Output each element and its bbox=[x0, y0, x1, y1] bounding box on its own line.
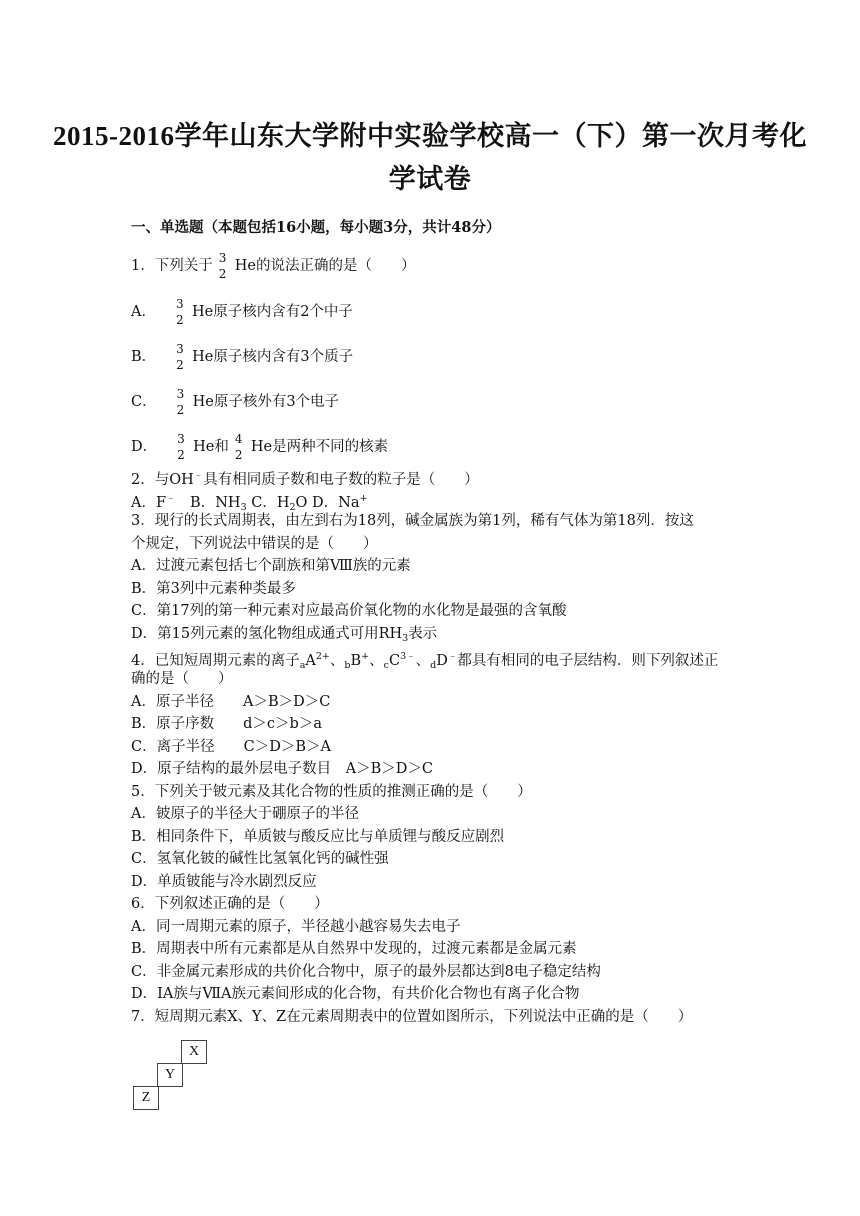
isotope-he4: 4 2 bbox=[234, 432, 243, 462]
question-4-option-c: C．离子半径 C＞D＞B＞A bbox=[131, 739, 331, 755]
question-4-option-b: B．原子序数 d＞c＞b＞a bbox=[131, 716, 322, 732]
exam-title-line1: 2015-2016学年山东大学附中实验学校高一（下）第一次月考化 bbox=[53, 121, 807, 151]
question-1-option-b: B． 3 2 He原子核内含有3个质子 bbox=[131, 342, 354, 372]
isotope-he3: 3 2 bbox=[175, 297, 184, 327]
question-3-stem-line2: 个规定，下列说法中错误的是（ ） bbox=[131, 536, 378, 552]
question-1-option-c: C． 3 2 He原子核外有3个电子 bbox=[131, 387, 340, 417]
question-7-stem: 7．短周期元素X、Y、Z在元素周期表中的位置如图所示，下列说法中正确的是（ ） bbox=[131, 1009, 693, 1025]
question-3-option-d: D．第15列元素的氢化物组成通式可用$RH_3$表示 bbox=[131, 626, 438, 644]
question-6-option-a: A．同一周期元素的原子，半径越小越容易失去电子 bbox=[131, 919, 461, 935]
question-5-option-d: D．单质铍能与冷水剧烈反应 bbox=[131, 874, 317, 890]
isotope-he3: 3 2 bbox=[218, 251, 227, 281]
isotope-he3: 3 2 bbox=[176, 342, 184, 372]
cell-x: X bbox=[181, 1040, 207, 1064]
cell-z: Z bbox=[133, 1086, 159, 1110]
question-2-options: A．F﹣ B．$NH_3$ C．$H_2O$ D．Na+ bbox=[131, 493, 368, 513]
question-1-option-a: A． 3 2 He原子核内含有2个中子 bbox=[131, 297, 353, 327]
question-5-option-c: C．氢氧化铍的碱性比氢氧化钙的碱性强 bbox=[131, 851, 389, 867]
question-5-option-a: A．铍原子的半径大于硼原子的半径 bbox=[131, 806, 359, 822]
question-5-stem: 5．下列关于铍元素及其化合物的性质的推测正确的是（ ） bbox=[131, 784, 532, 800]
question-5-option-b: B．相同条件下，单质铍与酸反应比与单质锂与酸反应剧烈 bbox=[131, 829, 505, 845]
question-4-stem-line2: 确的是（ ） bbox=[131, 671, 233, 687]
exam-title-line2: 学试卷 bbox=[388, 164, 472, 194]
question-6-option-c: C．非金属元素形成的共价化合物中，原子的最外层都达到8电子稳定结构 bbox=[131, 964, 601, 980]
question-2-stem: 2．与OH﹣具有相同质子数和电子数的粒子是（ ） bbox=[131, 470, 479, 488]
question-6-option-d: D．IA族与ⅦA族元素间形成的化合物，有共价化合物也有离子化合物 bbox=[131, 986, 580, 1002]
cell-y: Y bbox=[157, 1063, 183, 1087]
question-3-stem-line1: 3．现行的长式周期表，由左到右为18列，碱金属族为第1列，稀有气体为第18列．按这 bbox=[131, 513, 694, 529]
question-6-stem: 6．下列叙述正确的是（ ） bbox=[131, 896, 329, 912]
question-1-stem: 1．下列关于 3 2 He的说法正确的是（ ） bbox=[131, 251, 416, 281]
question-4-option-a: A．原子半径 A＞B＞D＞C bbox=[131, 694, 331, 710]
question-1-option-d: D． 3 2 He和 4 2 He是两种不同的核素 bbox=[131, 432, 389, 462]
question-3-option-b: B．第3列中元素种类最多 bbox=[131, 581, 296, 597]
question-3-option-a: A．过渡元素包括七个副族和第Ⅷ族的元素 bbox=[131, 558, 411, 574]
question-4-stem-line1: 4．已知短周期元素的离子$_aA^{2+}$、$_b$B+、$_cC^{3﹣}$、$_d$D﹣都具有相同的电子层结构．则下列叙述正 bbox=[131, 651, 719, 671]
periodic-table-position-diagram bbox=[131, 1040, 221, 1112]
section-heading: 一、单选题（本题包括16小题，每小题3分，共计48分） bbox=[131, 219, 501, 236]
isotope-he3: 3 2 bbox=[177, 432, 185, 462]
question-3-option-c: C．第17列的第一种元素对应最高价氧化物的水化物是最强的含氧酸 bbox=[131, 603, 567, 619]
question-4-option-d: D．原子结构的最外层电子数目 A＞B＞D＞C bbox=[131, 761, 433, 777]
question-6-option-b: B．周期表中所有元素都是从自然界中发现的，过渡元素都是金属元素 bbox=[131, 941, 577, 957]
isotope-he3: 3 2 bbox=[176, 387, 185, 417]
